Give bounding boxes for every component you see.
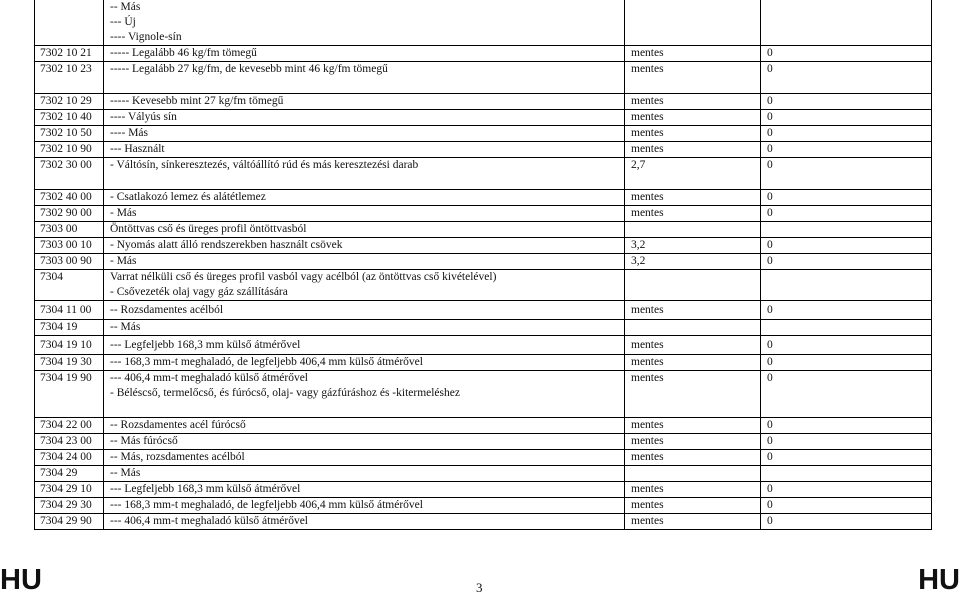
duty-rate-cell (625, 320, 761, 336)
table-row (35, 206, 932, 222)
unit-cell: 0 (761, 158, 932, 174)
table-row (35, 355, 932, 371)
table-row (35, 466, 932, 482)
unit-cell: 0 (761, 450, 932, 466)
duty-rate-cell: mentes (625, 206, 761, 222)
cn-code-cell: 7303 00 (35, 222, 104, 238)
description-cell: --- 406,4 mm-t meghaladó külső átmérővel (104, 371, 625, 387)
cn-code-cell: 7302 40 00 (35, 190, 104, 206)
description-cell: - Csővezeték olaj vagy gáz szállítására (104, 285, 625, 301)
cn-code-cell (35, 173, 104, 190)
unit-cell (761, 222, 932, 238)
unit-cell: 0 (761, 46, 932, 62)
description-cell: - Béléscső, termelőcső, és fúrócső, olaj- vagy gázfúráshoz és -kitermeléshez (104, 386, 625, 401)
table-row (35, 270, 932, 286)
unit-cell: 0 (761, 418, 932, 434)
unit-cell (761, 173, 932, 190)
duty-rate-cell (625, 401, 761, 418)
table-row (35, 285, 932, 301)
table-row (35, 142, 932, 158)
cn-code-cell: 7304 11 00 (35, 301, 104, 320)
description-cell: - Más (104, 206, 625, 222)
duty-rate-cell: 3,2 (625, 238, 761, 254)
duty-rate-cell: mentes (625, 110, 761, 126)
cn-code-cell: 7302 10 90 (35, 142, 104, 158)
table-row (35, 77, 932, 94)
cn-code-cell: 7304 22 00 (35, 418, 104, 434)
table-row (35, 386, 932, 401)
unit-cell: 0 (761, 514, 932, 530)
table-row (35, 418, 932, 434)
table-row (35, 158, 932, 174)
tariff-table (34, 0, 932, 530)
unit-cell: 0 (761, 355, 932, 371)
duty-rate-cell: mentes (625, 482, 761, 498)
unit-cell (761, 320, 932, 336)
duty-rate-cell (625, 0, 761, 15)
cn-code-cell: 7304 19 10 (35, 336, 104, 355)
description-cell: --- Új (104, 15, 625, 30)
description-cell: ----- Legalább 27 kg/fm, de kevesebb mint 46 kg/fm tömegű (104, 62, 625, 78)
duty-rate-cell: mentes (625, 301, 761, 320)
unit-cell: 0 (761, 190, 932, 206)
description-cell (104, 173, 625, 190)
unit-cell: 0 (761, 434, 932, 450)
description-cell: -- Rozsdamentes acél fúrócső (104, 418, 625, 434)
table-row (35, 15, 932, 30)
cn-code-cell: 7302 10 23 (35, 62, 104, 78)
table-row (35, 320, 932, 336)
description-cell: -- Más (104, 466, 625, 482)
duty-rate-cell: mentes (625, 371, 761, 387)
duty-rate-cell: mentes (625, 62, 761, 78)
table-row (35, 94, 932, 110)
unit-cell: 0 (761, 238, 932, 254)
table-row (35, 126, 932, 142)
cn-code-cell: 7303 00 90 (35, 254, 104, 270)
duty-rate-cell: mentes (625, 190, 761, 206)
unit-cell: 0 (761, 254, 932, 270)
cn-code-cell (35, 0, 104, 15)
description-cell: --- 406,4 mm-t meghaladó külső átmérővel (104, 514, 625, 530)
table-row (35, 190, 932, 206)
description-cell: --- Legfeljebb 168,3 mm külső átmérővel (104, 482, 625, 498)
cn-code-cell: 7304 29 10 (35, 482, 104, 498)
table-row (35, 336, 932, 355)
unit-cell (761, 285, 932, 301)
table-row (35, 0, 932, 15)
cn-code-cell: 7304 24 00 (35, 450, 104, 466)
cn-code-cell: 7303 00 10 (35, 238, 104, 254)
table-row (35, 30, 932, 46)
cn-code-cell (35, 401, 104, 418)
table-row (35, 173, 932, 190)
unit-cell: 0 (761, 498, 932, 514)
duty-rate-cell: mentes (625, 450, 761, 466)
cn-code-cell: 7304 19 (35, 320, 104, 336)
duty-rate-cell (625, 15, 761, 30)
tariff-table-body (35, 0, 932, 530)
table-row (35, 46, 932, 62)
duty-rate-cell (625, 466, 761, 482)
duty-rate-cell: mentes (625, 142, 761, 158)
unit-cell (761, 401, 932, 418)
description-cell: - Nyomás alatt álló rendszerekben használt csövek (104, 238, 625, 254)
table-row (35, 482, 932, 498)
unit-cell: 0 (761, 62, 932, 78)
table-row (35, 254, 932, 270)
unit-cell (761, 466, 932, 482)
duty-rate-cell (625, 173, 761, 190)
table-row (35, 514, 932, 530)
cn-code-cell (35, 30, 104, 46)
duty-rate-cell: mentes (625, 336, 761, 355)
cn-code-cell: 7304 23 00 (35, 434, 104, 450)
description-cell: --- Legfeljebb 168,3 mm külső átmérővel (104, 336, 625, 355)
table-row (35, 301, 932, 320)
description-cell: - Váltósín, sínkeresztezés, váltóállító rúd és más keresztezési darab (104, 158, 625, 174)
duty-rate-cell: mentes (625, 418, 761, 434)
duty-rate-cell: mentes (625, 94, 761, 110)
duty-rate-cell: mentes (625, 126, 761, 142)
cn-code-cell: 7304 29 30 (35, 498, 104, 514)
unit-cell (761, 30, 932, 46)
description-cell: ---- Vályús sín (104, 110, 625, 126)
table-row (35, 110, 932, 126)
cn-code-cell (35, 15, 104, 30)
duty-rate-cell: mentes (625, 514, 761, 530)
description-cell: ----- Kevesebb mint 27 kg/fm tömegű (104, 94, 625, 110)
description-cell: - Csatlakozó lemez és alátétlemez (104, 190, 625, 206)
description-cell: Varrat nélküli cső és üreges profil vasból vagy acélból (az öntöttvas cső kivételével) (104, 270, 625, 286)
cn-code-cell: 7304 (35, 270, 104, 286)
unit-cell (761, 386, 932, 401)
duty-rate-cell (625, 285, 761, 301)
cn-code-cell (35, 77, 104, 94)
description-cell: -- Más (104, 320, 625, 336)
cn-code-cell: 7304 29 (35, 466, 104, 482)
footer-country-left: HU (0, 564, 42, 596)
unit-cell: 0 (761, 336, 932, 355)
duty-rate-cell: mentes (625, 434, 761, 450)
cn-code-cell: 7304 19 30 (35, 355, 104, 371)
description-cell: --- 168,3 mm-t meghaladó, de legfeljebb 406,4 mm külső átmérővel (104, 498, 625, 514)
cn-code-cell: 7302 10 50 (35, 126, 104, 142)
table-row (35, 238, 932, 254)
description-cell (104, 401, 625, 418)
duty-rate-cell (625, 270, 761, 286)
table-row (35, 222, 932, 238)
duty-rate-cell: mentes (625, 46, 761, 62)
cn-code-cell: 7304 19 90 (35, 371, 104, 387)
unit-cell (761, 270, 932, 286)
description-cell: ---- Vignole-sín (104, 30, 625, 46)
cn-code-cell: 7302 10 21 (35, 46, 104, 62)
description-cell (104, 77, 625, 94)
duty-rate-cell: 3,2 (625, 254, 761, 270)
unit-cell: 0 (761, 126, 932, 142)
duty-rate-cell (625, 77, 761, 94)
cn-code-cell (35, 285, 104, 301)
description-cell: -- Más, rozsdamentes acélból (104, 450, 625, 466)
description-cell: -- Rozsdamentes acélból (104, 301, 625, 320)
description-cell: -- Más (104, 0, 625, 15)
unit-cell: 0 (761, 206, 932, 222)
duty-rate-cell (625, 386, 761, 401)
description-cell: - Más (104, 254, 625, 270)
table-row (35, 434, 932, 450)
footer-country-right: HU (918, 564, 960, 596)
cn-code-cell: 7302 30 00 (35, 158, 104, 174)
table-row (35, 401, 932, 418)
unit-cell: 0 (761, 482, 932, 498)
duty-rate-cell: mentes (625, 355, 761, 371)
table-row (35, 371, 932, 387)
cn-code-cell: 7302 10 29 (35, 94, 104, 110)
duty-rate-cell (625, 222, 761, 238)
description-cell: ----- Legalább 46 kg/fm tömegű (104, 46, 625, 62)
unit-cell (761, 0, 932, 15)
description-cell: --- 168,3 mm-t meghaladó, de legfeljebb 406,4 mm külső átmérővel (104, 355, 625, 371)
unit-cell (761, 77, 932, 94)
table-row (35, 450, 932, 466)
table-row (35, 62, 932, 78)
duty-rate-cell: 2,7 (625, 158, 761, 174)
page-number: 3 (476, 580, 483, 595)
description-cell: --- Használt (104, 142, 625, 158)
duty-rate-cell (625, 30, 761, 46)
cn-code-cell: 7304 29 90 (35, 514, 104, 530)
description-cell: ---- Más (104, 126, 625, 142)
description-cell: Öntöttvas cső és üreges profil öntöttvasból (104, 222, 625, 238)
unit-cell: 0 (761, 301, 932, 320)
duty-rate-cell: mentes (625, 498, 761, 514)
table-row (35, 498, 932, 514)
unit-cell (761, 15, 932, 30)
unit-cell: 0 (761, 371, 932, 387)
cn-code-cell (35, 386, 104, 401)
description-cell: -- Más fúrócső (104, 434, 625, 450)
unit-cell: 0 (761, 94, 932, 110)
cn-code-cell: 7302 90 00 (35, 206, 104, 222)
cn-code-cell: 7302 10 40 (35, 110, 104, 126)
unit-cell: 0 (761, 142, 932, 158)
unit-cell: 0 (761, 110, 932, 126)
